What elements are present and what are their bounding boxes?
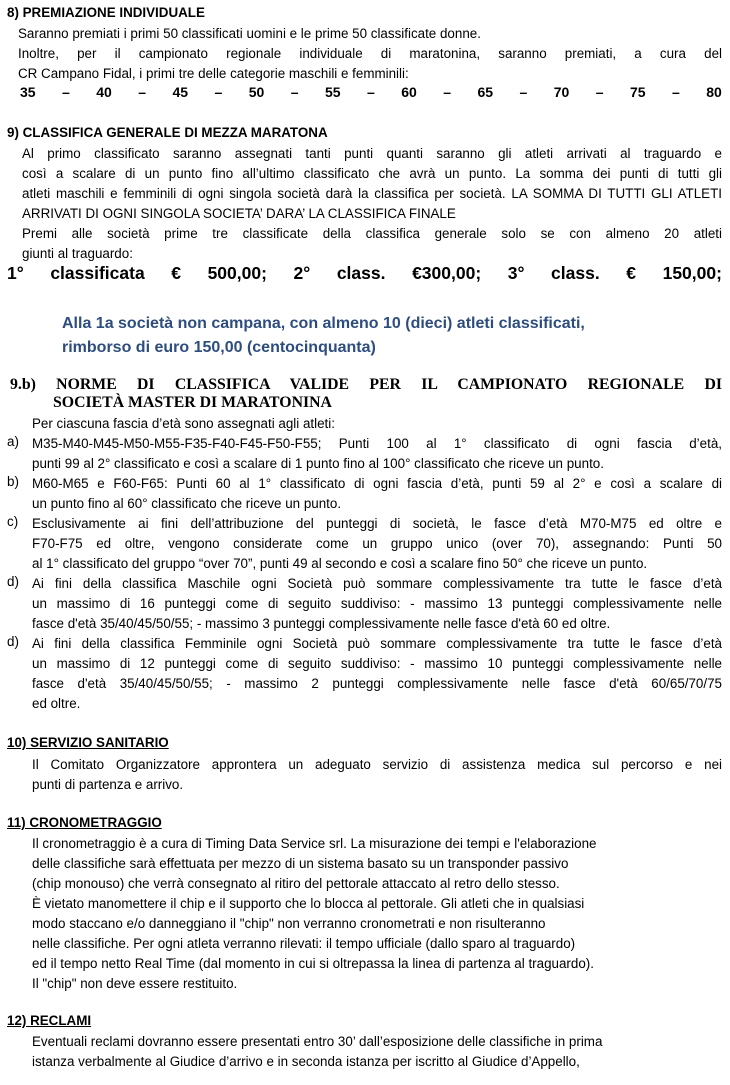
section-11-line: delle classifiche sarà effettuata per mezzo di un sistema basato su un transponder passivo [32,856,569,871]
age-separator: – [672,84,680,100]
section-9b-title-line-1: 9.b) NORME DI CLASSIFICA VALIDE PER IL CAMPIONATO REGIONALE DI [10,376,722,393]
prize-first-amount: 500,00; [207,263,267,283]
rule-line: punti 99 al 2° classificato e così a scalare di 1 punto fino al 100° classificato che riceve un punto. [32,456,604,471]
section-9-line-1: Al primo classificato saranno assegnati tanti punti quanti saranno gli atleti arrivati al traguardo e [22,146,722,161]
rule-item [7,574,722,634]
rule-marker: b) [7,474,19,489]
prize-third-label: class. [551,263,600,283]
prize-second-rank: 2° [293,263,311,283]
section-11-line: Il cronometraggio è a cura di Timing Data Service srl. La misurazione dei tempi e l'elaborazione [32,836,597,851]
section-9b-title [10,376,722,412]
age-separator: – [214,84,223,100]
prize-second-amount: €300,00; [412,263,482,283]
age-category: 70 [553,84,570,100]
section-11-line: ed il tempo netto Real Time (dal momento in cui si oltrepassa la linea di partenza al traguardo). [32,956,594,971]
prize-third-rank: 3° [507,263,525,283]
section-8-line-1: Saranno premiati i primi 50 classificati uomini e le prime 50 classificate donne. [18,26,481,41]
rule-line: M35-M40-M45-M50-M55-F35-F40-F45-F50-F55; Punti 100 al 1° classificato di ogni fascia d’età, [32,436,722,451]
age-separator: – [138,84,147,100]
age-separator: – [595,84,604,100]
section-10-heading: 10) SERVIZIO SANITARIO [7,735,169,750]
rule-line: un massimo di 12 punteggi come di seguito suddiviso: - massimo 10 punteggi complessivamente nelle [32,656,722,671]
section-11-line: (chip monouso) che verrà consegnato al ritiro del pettorale attaccato al retro dello stesso. [32,876,560,891]
section-11-line: È vietato manomettere il chip e il supporto che lo blocca al pettorale. Gli atleti che in qualsiasi [32,896,585,911]
section-11-heading: 11) CRONOMETRAGGIO [7,815,162,830]
section-8-line-2: Inoltre, per il campionato regionale individuale di maratonina, saranno premiati, a cura del [18,46,722,61]
age-separator: – [290,84,299,100]
age-category: 65 [477,84,494,100]
section-11-line: nelle classifiche. Per ogni atleta verranno rilevati: il tempo ufficiale (dallo sparo al traguardo) [32,936,576,951]
reimbursement-note [62,312,585,360]
rule-line: Esclusivamente ai fini dell’attribuzione del punteggi di società, le fasce d’età M70-M75 ed oltre e [32,516,722,531]
rule-item [7,634,722,714]
section-8-line-3: CR Campano Fidal, i primi tre delle categorie maschili e femminili: [18,66,409,81]
reimbursement-line-1: Alla 1a società non campana, con almeno 10 (dieci) atleti classificati, [62,315,585,332]
age-separator: – [367,84,375,100]
rule-marker: d) [7,574,19,589]
rule-line: Ai fini della classifica Maschile ogni Società può sommare complessivamente tra tutte le fasce d’età [32,576,722,591]
section-9b-title-line-2: SOCIETÀ MASTER DI MARATONINA [53,394,332,411]
age-category: 80 [706,84,722,100]
section-9-line-4: LA SOMMA DI TUTTI GLI ATLETI ARRIVATI DI OGNI SINGOLA SOCIETA’ DARA’ LA CLASSIFICA FINALE [22,186,722,221]
prize-third-amount: 150,00; [662,263,722,283]
reimbursement-line-2: rimborso di euro 150,00 (centocinquanta) [62,339,376,356]
age-category: 40 [96,84,112,100]
section-10-line-1: Il Comitato Organizzatore approntera un adeguato servizio di assistenza medica sul percorso e nei [32,757,722,772]
age-separator: – [519,84,528,100]
rule-marker: c) [7,514,19,529]
rule-marker: a) [7,434,19,449]
rule-line: ed oltre. [32,696,81,711]
section-9-line-2: così a scalare di un punto fino all’ultimo classificato che avrà un punto. La somma dei punti di tutti gli [22,166,722,181]
age-category: 35 [20,84,36,100]
section-12-line-2: istanza verbalmente al Giudice d’arrivo e in seconda istanza per iscritto al Giudice d’Appello, [32,1054,580,1069]
rule-line: un massimo di 16 punteggi come di seguito suddiviso: - massimo 13 punteggi complessivamente nelle [32,596,722,611]
euro-sign: € [171,263,181,283]
age-categories-row [20,84,722,104]
section-8-heading: 8) PREMIAZIONE INDIVIDUALE [7,5,205,20]
section-9b-intro: Per ciascuna fascia d’età sono assegnati agli atleti: [32,416,335,431]
rule-item [7,434,722,474]
age-category: 55 [325,84,341,100]
prize-first-rank: 1° [7,263,24,283]
section-12-heading: 12) RECLAMI [7,1013,92,1028]
rule-line: F70-F75 ed oltre, vengono considerate come un gruppo unico (over 70), assegnando: Punti 50 [32,536,722,551]
rule-marker: d) [7,634,19,649]
section-9-heading: 9) CLASSIFICA GENERALE DI MEZZA MARATONA [7,125,328,140]
rule-line: al 1° classificato del gruppo “over 70”, punti 49 al secondo e così a scalare fino 50° che riceve un punto. [32,556,648,571]
rule-line: fasce d'età 35/40/45/50/55; - massimo 2 punteggi complessivamente nelle fasce d'età 60/65/70/75 [32,676,722,691]
prize-row [7,263,722,284]
section-9-line-3: atleti maschili e femminili di ogni singola società darà la classifica per società. [22,186,506,201]
section-11-line: Il "chip" non deve essere restituito. [32,976,238,991]
section-11-line: modo staccano e/o danneggiano il "chip" non verranno cronometrati e non risulteranno [32,916,546,931]
age-category: 60 [401,84,417,100]
rule-line: fasce d'età 35/40/45/50/55; - massimo 3 punteggi complessivamente nelle fasce d'età 60 ed oltre. [32,616,611,631]
euro-sign: € [626,263,637,283]
section-12-line-1: Eventuali reclami dovranno essere presentati entro 30’ dall’esposizione delle classifiche in prima [32,1034,603,1049]
prize-second-label: class. [336,263,386,283]
section-10-line-2: punti di partenza e arrivo. [32,777,184,792]
rule-item [7,474,722,514]
section-9-line-5: Premi alle società prime tre classificate della classifica generale solo se con almeno 20 atleti [22,226,722,241]
rule-line: M60-M65 e F60-F65: Punti 60 al 1° classificato di ogni fascia d’età, punti 59 al 2° e così a scalare di [32,476,722,491]
prize-first-label: classificata [50,263,145,283]
rule-item [7,514,722,574]
age-category: 50 [248,84,265,100]
age-separator: – [62,84,70,100]
age-category: 45 [172,84,189,100]
rule-line: un punto fino al 60° classificato che riceve un punto. [32,496,342,511]
age-separator: – [443,84,452,100]
rule-line: Ai fini della classifica Femminile ogni Società può sommare complessivamente tra tutte le fasce d’età [32,636,722,651]
section-9-line-6: giunti al traguardo: [22,246,133,261]
age-category: 75 [630,84,646,100]
